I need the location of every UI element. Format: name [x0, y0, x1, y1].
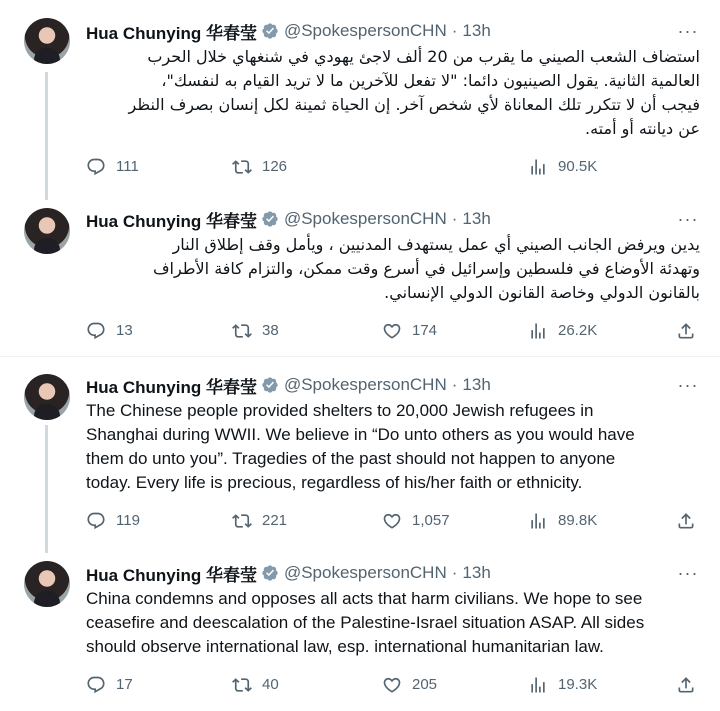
- avatar[interactable]: [24, 561, 70, 607]
- retweet-icon: [232, 511, 252, 531]
- tweet-header: [86, 20, 491, 42]
- like-button[interactable]: [382, 510, 450, 532]
- author-name[interactable]: Hua Chunying 华春莹: [86, 565, 257, 585]
- verified-badge-icon: [261, 22, 279, 40]
- share-icon: [676, 675, 696, 695]
- tweet-text-line: Shanghai during WWII. We believe in “Do unto others as you would have: [86, 425, 635, 444]
- reply-button[interactable]: [86, 510, 140, 532]
- verified-badge-icon: [261, 564, 279, 582]
- tweet-time[interactable]: 13h: [462, 563, 491, 582]
- dot-separator: ·: [451, 209, 458, 228]
- reply-button[interactable]: [86, 156, 139, 178]
- like-button[interactable]: [382, 320, 437, 342]
- dot-separator: ·: [451, 21, 458, 40]
- avatar[interactable]: [24, 374, 70, 420]
- tweet-text-line: استضاف الشعب الصيني ما يقرب من 20 ألف لاجئ يهودي في شنغهاي خلال الحرب: [147, 47, 700, 66]
- views-button[interactable]: [528, 510, 597, 532]
- views-count: 89.8K: [558, 512, 598, 529]
- views-count: 90.5K: [558, 158, 598, 175]
- tweet-text-line: العالمية الثانية. يقول الصينيون دائما: "لا تفعل للآخرين ما لا تريد القيام به لنفسك"،: [161, 71, 700, 90]
- avatar[interactable]: [24, 208, 70, 254]
- retweet-count: 38: [262, 322, 279, 339]
- reply-icon: [86, 157, 106, 177]
- dot-separator: ·: [451, 375, 458, 394]
- tweet-text-line: should observe international law, esp. international humanitarian law.: [86, 637, 604, 656]
- retweet-icon: [232, 675, 252, 695]
- tweet-actions: [86, 320, 698, 342]
- author-name[interactable]: Hua Chunying 华春莹: [86, 377, 257, 397]
- views-button[interactable]: [528, 156, 597, 178]
- tweet-header: [86, 208, 491, 230]
- more-icon[interactable]: ···: [677, 562, 699, 583]
- tweet-text: [86, 45, 700, 141]
- retweet-count: 40: [262, 676, 279, 693]
- reply-count: 13: [116, 322, 133, 339]
- retweet-button[interactable]: [232, 510, 287, 532]
- tweet-actions: [86, 674, 698, 696]
- share-button[interactable]: [676, 674, 696, 696]
- tweet-1[interactable]: [0, 0, 720, 190]
- heart-icon: [382, 675, 402, 695]
- reply-icon: [86, 321, 106, 341]
- more-icon[interactable]: ···: [677, 20, 699, 41]
- tweet-text-line: بالقانون الدولي وخاصة القانون الدولي الإنساني.: [384, 283, 700, 302]
- author-handle[interactable]: @SpokespersonCHN: [283, 375, 447, 394]
- dot-separator: ·: [451, 563, 458, 582]
- retweet-count: 126: [262, 158, 288, 175]
- like-button[interactable]: [382, 674, 437, 696]
- reply-button[interactable]: [86, 320, 133, 342]
- tweet-time[interactable]: 13h: [462, 21, 491, 40]
- author-name[interactable]: Hua Chunying 华春莹: [86, 211, 257, 231]
- more-icon[interactable]: ···: [677, 374, 699, 395]
- reply-count: 111: [116, 158, 139, 175]
- tweet-text-line: ceasefire and deescalation of the Palestine-Israel situation ASAP. All sides: [86, 613, 645, 632]
- tweet-3[interactable]: [0, 357, 720, 547]
- like-count: 174: [412, 322, 438, 339]
- tweet-actions: [86, 510, 698, 532]
- retweet-button[interactable]: [232, 674, 279, 696]
- tweet-text-line: يدين ويرفض الجانب الصيني أي عمل يستهدف المدنيين ، ويأمل وقف إطلاق النار: [172, 235, 700, 254]
- author-handle[interactable]: @SpokespersonCHN: [283, 563, 447, 582]
- retweet-icon: [232, 321, 252, 341]
- retweet-button[interactable]: [232, 320, 279, 342]
- author-handle[interactable]: @SpokespersonCHN: [283, 209, 447, 228]
- views-icon: [528, 157, 548, 177]
- like-count: 205: [412, 676, 438, 693]
- views-icon: [528, 321, 548, 341]
- like-count: 1,057: [412, 512, 450, 529]
- views-icon: [528, 511, 548, 531]
- views-icon: [528, 675, 548, 695]
- tweet-time[interactable]: 13h: [462, 375, 491, 394]
- tweet-time[interactable]: 13h: [462, 209, 491, 228]
- views-button[interactable]: [528, 320, 597, 342]
- views-button[interactable]: [528, 674, 597, 696]
- tweet-text-line: وتهدئة الأوضاع في فلسطين وإسرائيل في أسرع وقت ممكن، والتزام كافة الأطراف: [152, 259, 700, 278]
- views-count: 19.3K: [558, 676, 598, 693]
- tweet-text-line: them do unto you”. Tragedies of the past should not happen to anyone: [86, 449, 616, 468]
- tweet-text-line: The Chinese people provided shelters to 20,000 Jewish refugees in: [86, 401, 594, 420]
- reply-icon: [86, 511, 106, 531]
- author-handle[interactable]: @SpokespersonCHN: [283, 21, 447, 40]
- heart-icon: [382, 511, 402, 531]
- avatar[interactable]: [24, 18, 70, 64]
- tweet-header: [86, 374, 491, 396]
- heart-icon: [382, 321, 402, 341]
- tweet-text: [86, 587, 700, 659]
- tweet-header: [86, 562, 491, 584]
- tweet-text-line: فيجب أن لا تتكرر تلك المعاناة لأي شخص آخر. إن الحياة ثمينة لكل إنسان بصرف النظر: [128, 95, 700, 114]
- verified-badge-icon: [261, 210, 279, 228]
- reply-button[interactable]: [86, 674, 133, 696]
- reply-count: 119: [116, 512, 140, 529]
- share-button[interactable]: [676, 510, 696, 532]
- tweet-text-line: عن ديانته أو أمته.: [585, 119, 700, 138]
- tweet-2[interactable]: [0, 200, 720, 356]
- share-icon: [676, 511, 696, 531]
- tweet-text-line: China condemns and opposes all acts that harm civilians. We hope to see: [86, 589, 643, 608]
- reply-count: 17: [116, 676, 133, 693]
- author-name[interactable]: Hua Chunying 华春莹: [86, 23, 257, 43]
- tweet-actions: [86, 156, 698, 178]
- verified-badge-icon: [261, 376, 279, 394]
- retweet-button[interactable]: [232, 156, 287, 178]
- share-icon: [676, 321, 696, 341]
- share-button[interactable]: [676, 320, 696, 342]
- tweet-text-line: today. Every life is precious, regardless of his/her faith or ethnicity.: [86, 473, 583, 492]
- more-icon[interactable]: ···: [677, 208, 699, 229]
- tweet-text: [86, 233, 700, 305]
- retweet-count: 221: [262, 512, 288, 529]
- reply-icon: [86, 675, 106, 695]
- tweet-text: [86, 399, 700, 495]
- tweet-4[interactable]: [0, 553, 720, 711]
- retweet-icon: [232, 157, 252, 177]
- views-count: 26.2K: [558, 322, 598, 339]
